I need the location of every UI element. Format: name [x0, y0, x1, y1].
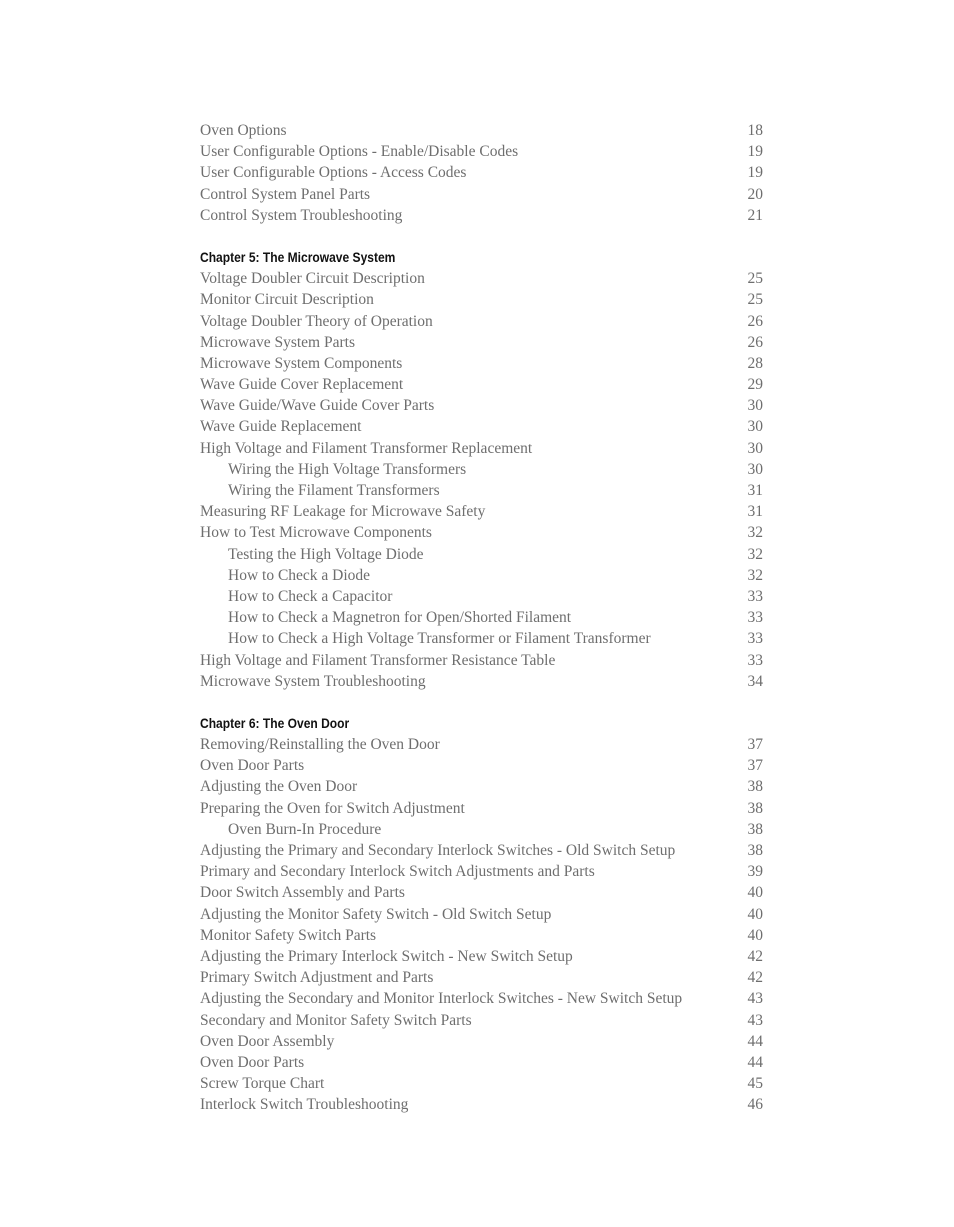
toc-entry[interactable]	[200, 925, 763, 946]
toc-entry[interactable]	[200, 438, 763, 459]
toc-entry-title: Preparing the Oven for Switch Adjustment	[200, 799, 465, 817]
table-of-contents	[200, 120, 763, 1115]
toc-entry[interactable]	[200, 205, 763, 226]
toc-entry-title: Oven Options	[200, 122, 287, 139]
toc-entry-page-number: 32	[747, 524, 763, 542]
toc-entry-page-number: 28	[747, 354, 763, 372]
toc-entry-title: Wiring the High Voltage Transformers	[228, 460, 467, 478]
toc-entry[interactable]	[200, 1010, 763, 1031]
toc-entry[interactable]	[200, 650, 763, 671]
toc-entry-title: Oven Door Assembly	[200, 1032, 335, 1050]
toc-entry-title: Wave Guide/Wave Guide Cover Parts	[200, 397, 435, 415]
toc-entry-title: Monitor Circuit Description	[200, 291, 374, 309]
toc-entry-page-number: 33	[747, 587, 763, 605]
toc-entry-title: Control System Troubleshooting	[200, 206, 403, 224]
toc-entry-page-number: 19	[747, 164, 763, 182]
toc-entry-page-number: 25	[747, 270, 763, 288]
toc-entry[interactable]	[200, 416, 763, 437]
toc-entry-page-number: 42	[747, 969, 763, 987]
toc-entry[interactable]	[200, 332, 763, 353]
toc-entry[interactable]	[200, 628, 763, 649]
toc-entry-page-number: 19	[747, 143, 763, 161]
toc-entry-title: How to Test Microwave Components	[200, 524, 432, 542]
toc-entry[interactable]	[200, 819, 763, 840]
toc-entry[interactable]	[200, 882, 763, 903]
toc-entry-page-number: 40	[747, 884, 763, 902]
toc-entry[interactable]	[200, 840, 763, 861]
toc-entry-page-number: 42	[747, 947, 763, 965]
toc-entry-title: Voltage Doubler Circuit Description	[200, 270, 425, 288]
toc-entry-title: Screw Torque Chart	[200, 1075, 325, 1093]
toc-entry-title: Voltage Doubler Theory of Operation	[200, 312, 433, 330]
toc-entry[interactable]	[200, 162, 763, 183]
toc-entry-title: Adjusting the Primary and Secondary Interlock Switches - Old Switch Setup	[200, 842, 676, 859]
toc-section	[200, 713, 763, 1116]
toc-entry-title: User Configurable Options - Access Codes	[200, 164, 467, 182]
toc-entry[interactable]	[200, 141, 763, 162]
toc-entry-page-number: 40	[747, 905, 763, 923]
toc-entry[interactable]	[200, 289, 763, 310]
toc-entry[interactable]	[200, 374, 763, 395]
toc-entry-page-number: 20	[747, 185, 763, 203]
toc-entry[interactable]	[200, 565, 763, 586]
toc-entry[interactable]	[200, 1073, 763, 1094]
toc-entry-page-number: 44	[747, 1032, 763, 1050]
toc-entry[interactable]	[200, 755, 763, 776]
toc-entry[interactable]	[200, 395, 763, 416]
toc-entry-title: How to Check a High Voltage Transformer or Filament Transformer	[228, 630, 651, 648]
toc-entry-page-number: 30	[747, 439, 763, 457]
toc-entry-page-number: 30	[747, 397, 763, 415]
toc-entry-title: High Voltage and Filament Transformer Resistance Table	[200, 651, 556, 669]
toc-entry[interactable]	[200, 904, 763, 925]
toc-entry-page-number: 43	[747, 1011, 763, 1029]
toc-entry-page-number: 31	[747, 482, 763, 499]
toc-entry-title: Microwave System Troubleshooting	[200, 672, 426, 690]
toc-entry[interactable]	[200, 1031, 763, 1052]
toc-entry-page-number: 26	[747, 312, 763, 330]
toc-entry-title: Primary Switch Adjustment and Parts	[200, 969, 434, 987]
toc-entry[interactable]	[200, 586, 763, 607]
toc-entry-page-number: 21	[747, 206, 763, 224]
toc-entry-page-number: 38	[747, 820, 763, 838]
toc-entry-page-number: 32	[747, 566, 763, 584]
toc-entry-page-number: 30	[747, 418, 763, 436]
toc-entry-page-number: 30	[747, 460, 763, 478]
chapter-heading: Chapter 6: The Oven Door	[200, 714, 350, 731]
toc-section	[200, 247, 763, 692]
toc-entry-page-number: 38	[747, 778, 763, 796]
toc-entry-page-number: 33	[747, 609, 763, 627]
toc-entry-page-number: 39	[747, 863, 763, 881]
toc-entry-page-number: 37	[747, 736, 763, 754]
toc-entry-page-number: 45	[747, 1075, 763, 1093]
toc-entry[interactable]	[200, 311, 763, 332]
toc-entry[interactable]	[200, 120, 763, 141]
toc-entry-title: Door Switch Assembly and Parts	[200, 884, 405, 902]
toc-entry[interactable]	[200, 776, 763, 797]
toc-entry[interactable]	[200, 1094, 763, 1115]
toc-entry[interactable]	[200, 798, 763, 819]
toc-entry-title: Primary and Secondary Interlock Switch Adjustments and Parts	[200, 863, 595, 881]
toc-entry-title: Microwave System Components	[200, 354, 403, 372]
toc-entry-title: Control System Panel Parts	[200, 185, 371, 203]
toc-entry[interactable]	[200, 967, 763, 988]
toc-entry-title: Oven Burn-In Procedure	[228, 820, 382, 838]
toc-entry-page-number: 29	[747, 376, 763, 394]
toc-entry-title: How to Check a Diode	[228, 566, 371, 584]
toc-entry-title: Measuring RF Leakage for Microwave Safety	[200, 503, 486, 521]
toc-entry[interactable]	[200, 1052, 763, 1073]
toc-entry-title: Wiring the Filament Transformers	[228, 482, 440, 499]
toc-entry-page-number: 32	[747, 545, 763, 563]
toc-entry-title: Monitor Safety Switch Parts	[200, 926, 377, 944]
toc-entry-page-number: 46	[747, 1096, 763, 1114]
toc-entry-page-number: 38	[747, 842, 763, 859]
toc-entry-title: How to Check a Magnetron for Open/Shorted Filament	[228, 609, 572, 627]
toc-section	[200, 120, 763, 226]
toc-entry-title: Adjusting the Monitor Safety Switch - Old Switch Setup	[200, 905, 552, 923]
toc-entry-title: User Configurable Options - Enable/Disable Codes	[200, 143, 519, 161]
toc-entry[interactable]	[200, 671, 763, 692]
toc-entry-title: Adjusting the Secondary and Monitor Interlock Switches - New Switch Setup	[200, 990, 683, 1008]
toc-entry-page-number: 25	[747, 291, 763, 309]
toc-entry-page-number: 43	[747, 990, 763, 1008]
toc-entry-title: How to Check a Capacitor	[228, 587, 393, 605]
toc-entry-title: High Voltage and Filament Transformer Replacement	[200, 439, 533, 457]
toc-entry-page-number: 37	[747, 757, 763, 775]
toc-entry[interactable]	[200, 459, 763, 480]
toc-entry-title: Secondary and Monitor Safety Switch Parts	[200, 1011, 472, 1029]
toc-entry[interactable]	[200, 522, 763, 543]
toc-entry-page-number: 31	[747, 503, 763, 521]
toc-entry-title: Removing/Reinstalling the Oven Door	[200, 736, 440, 754]
toc-entry-page-number: 33	[747, 651, 763, 669]
toc-entry-page-number: 40	[747, 926, 763, 944]
toc-entry[interactable]	[200, 544, 763, 565]
toc-entry-page-number: 18	[747, 122, 763, 139]
toc-entry-page-number: 38	[747, 799, 763, 817]
toc-entry[interactable]	[200, 480, 763, 501]
toc-entry-page-number: 34	[747, 672, 763, 690]
toc-entry-title: Interlock Switch Troubleshooting	[200, 1096, 409, 1114]
toc-entry[interactable]	[200, 946, 763, 967]
toc-entry-title: Oven Door Parts	[200, 1053, 305, 1071]
toc-entry-page-number: 26	[747, 333, 763, 351]
toc-entry[interactable]	[200, 501, 763, 522]
toc-entry-title: Testing the High Voltage Diode	[228, 545, 424, 563]
toc-entry[interactable]	[200, 988, 763, 1009]
chapter-heading: Chapter 5: The Microwave System	[200, 248, 396, 265]
toc-entry-page-number: 44	[747, 1053, 763, 1071]
toc-entry[interactable]	[200, 184, 763, 205]
toc-entry-title: Adjusting the Oven Door	[200, 778, 358, 796]
toc-entry-title: Adjusting the Primary Interlock Switch - New Switch Setup	[200, 947, 573, 965]
toc-entry-title: Wave Guide Cover Replacement	[200, 376, 404, 394]
toc-entry-title: Oven Door Parts	[200, 757, 305, 775]
toc-entry[interactable]	[200, 268, 763, 289]
toc-entry-title: Microwave System Parts	[200, 333, 355, 351]
toc-entry[interactable]	[200, 861, 763, 882]
toc-entry-title: Wave Guide Replacement	[200, 418, 362, 436]
toc-entry[interactable]	[200, 353, 763, 374]
toc-entry[interactable]	[200, 734, 763, 755]
toc-entry-page-number: 33	[747, 630, 763, 648]
toc-entry[interactable]	[200, 607, 763, 628]
